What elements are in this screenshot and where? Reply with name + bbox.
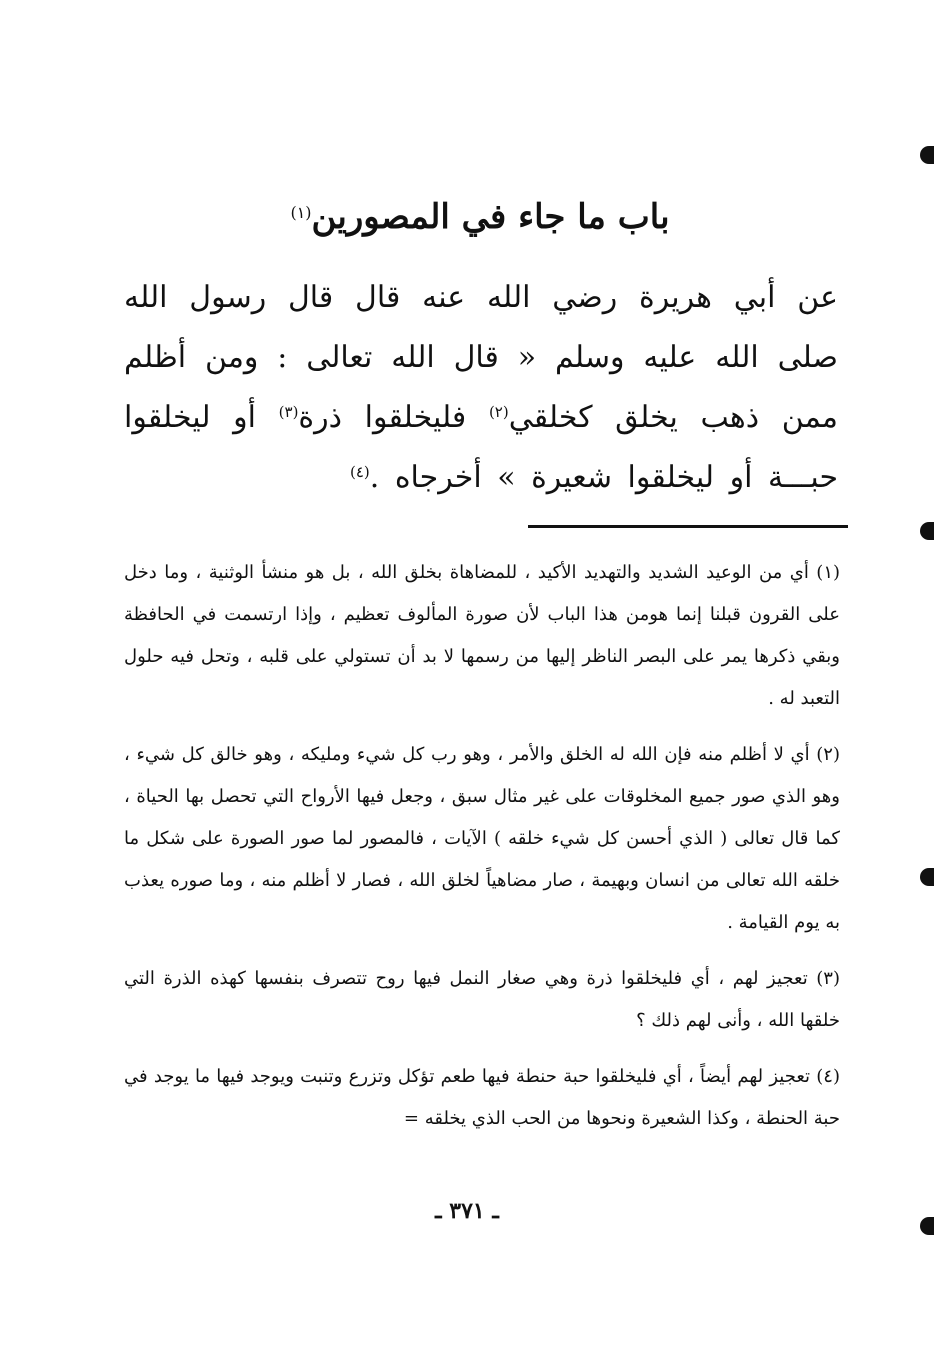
footnote-separator: [528, 525, 848, 528]
hadith-text-part3: أو ليخلقوا حبـــة أو ليخلقوا شعيرة » أخرجاه .: [124, 400, 838, 495]
footnote-ref-4: (٤): [349, 463, 370, 481]
chapter-title: [120, 192, 840, 242]
page-number: ـ ٣٧١ ـ: [435, 1198, 499, 1224]
title-footnote-ref: (١): [290, 203, 312, 222]
binding-mark: [920, 868, 934, 886]
chapter-title-text: باب ما جاء في المصورين: [311, 197, 670, 237]
binding-mark: [920, 522, 934, 540]
footnote-ref-3: (٣): [278, 403, 299, 421]
footnote-2: (٢) أي لا أظلم منه فإن الله له الخلق والأمر ، وهو رب كل شيء ومليكه ، وهو خالق كل شيء ، وهو الذي صور جميع المخلوقات على غير مثال سبق ، وجعل فيها الأرواح التي تحصل بها الحياة ، كما قال تعالى ( الذي أحسن كل شيء خلقه ) الآيات ، فالمصور لما صور الصورة على شكل ما خلقه الله تعالى من انسان وبهيمة ، صار مضاهياً لخلق الله ، فصار لا أظلم منه ، وما صوره يعذب به يوم القيامة .: [124, 744, 840, 933]
footnote-1: (١) أي من الوعيد الشديد والتهديد الأكيد ، للمضاهاة بخلق الله ، بل هو منشأ الوثنية ، وما دخل على القرون قبلنا إنما هومن هذا الباب لأن صورة المألوف تعظيم ، وإذا ارتسمت في الحافظة وبقي ذكرها يمر على البصر الناظر إليها من رسمها لا بد أن تستولي على قلبه ، وتحل فيه حلول التعبد له .: [124, 562, 841, 709]
binding-mark: [920, 146, 934, 164]
footnote-ref-2: (٢): [488, 403, 509, 421]
hadith-text-part2: فليخلقوا ذرة: [298, 400, 467, 435]
footnote-3: (٣) تعجيز لهم ، أي فليخلقوا ذرة وهي صغار النمل فيها روح تتصرف بنفسها كهذه الذرة التي خلقها الله ، وأنى لهم ذلك ؟: [124, 968, 840, 1031]
footnote-4: (٤) تعجيز لهم أيضاً ، أي فليخلقوا حبة حنطة فيها طعم تؤكل وتزرع وتنبت ويوجد فيها ما يوجد في حبة الحنطة ، وكذا الشعيرة ونحوها من الحب الذي يخلقه =: [124, 1066, 840, 1129]
binding-mark: [920, 1217, 934, 1235]
hadith-text: [124, 268, 838, 508]
hadith-text-part1: عن أبي هريرة رضي الله عنه قال قال رسول الله صلى الله عليه وسلم « قال الله تعالى : ومن أظلم ممن ذهب يخلق كخلقي: [124, 280, 838, 435]
footnotes: [124, 552, 840, 1154]
